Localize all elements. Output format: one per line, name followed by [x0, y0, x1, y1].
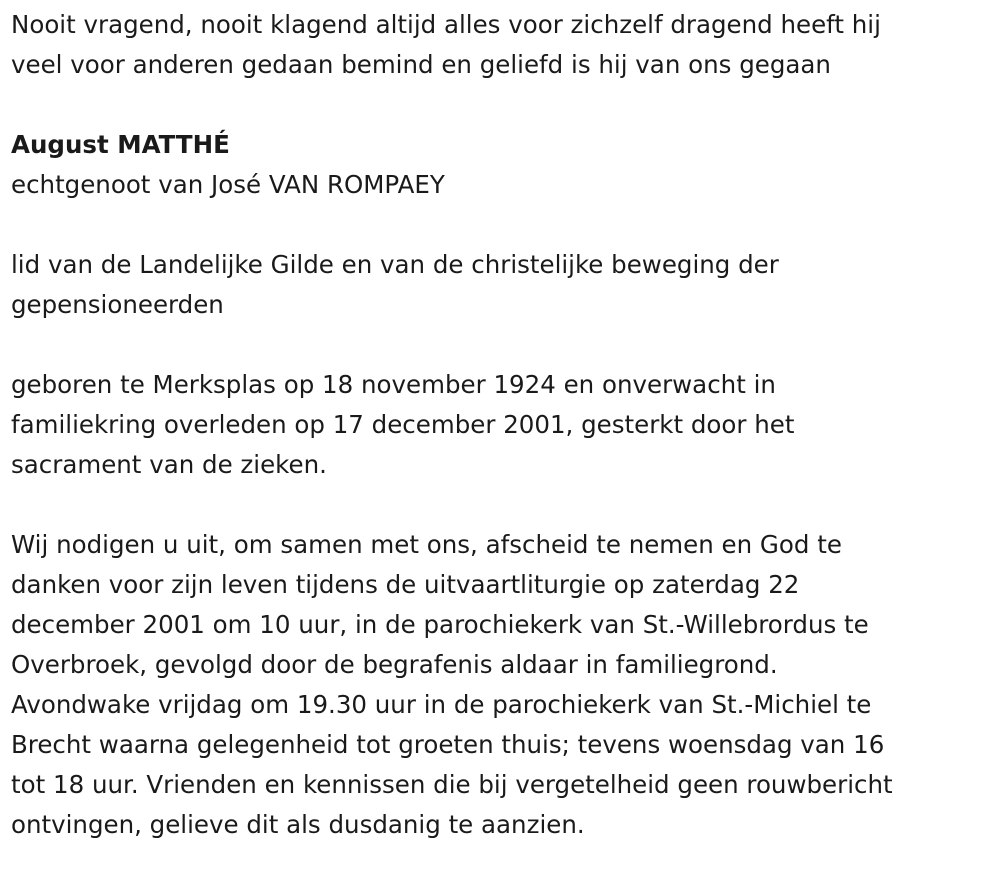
- birth-death-line: familiekring overleden op 17 december 2001, gesterkt door het: [11, 410, 795, 439]
- paragraph-spacer: [11, 85, 991, 125]
- membership-line: gepensioneerden: [11, 290, 224, 319]
- invitation-line: Brecht waarna gelegenheid tot groeten thuis; tevens woensdag van 16: [11, 730, 885, 759]
- paragraph-spacer: [11, 325, 991, 365]
- invitation-paragraph: [11, 525, 991, 845]
- invitation-line: Avondwake vrijdag om 19.30 uur in de parochiekerk van St.-Michiel te: [11, 690, 872, 719]
- motto-line: Nooit vragend, nooit klagend altijd alles voor zichzelf dragend heeft hij: [11, 10, 881, 39]
- deceased-name: August MATTHÉ: [11, 130, 230, 159]
- birth-death-paragraph: [11, 365, 991, 485]
- obituary-text: [11, 0, 991, 845]
- birth-death-line: sacrament van de zieken.: [11, 450, 327, 479]
- spouse-line: echtgenoot van José VAN ROMPAEY: [11, 170, 445, 199]
- membership-paragraph: [11, 245, 991, 325]
- paragraph-spacer: [11, 205, 991, 245]
- invitation-line: danken voor zijn leven tijdens de uitvaartliturgie op zaterdag 22: [11, 570, 800, 599]
- invitation-line: Overbroek, gevolgd door de begrafenis aldaar in familiegrond.: [11, 650, 778, 679]
- membership-line: lid van de Landelijke Gilde en van de christelijke beweging der: [11, 250, 779, 279]
- invitation-line: Wij nodigen u uit, om samen met ons, afscheid te nemen en God te: [11, 530, 842, 559]
- birth-death-line: geboren te Merksplas op 18 november 1924 en onverwacht in: [11, 370, 776, 399]
- paragraph-spacer: [11, 485, 991, 525]
- invitation-line: tot 18 uur. Vrienden en kennissen die bij vergetelheid geen rouwbericht: [11, 770, 893, 799]
- motto-line: veel voor anderen gedaan bemind en geliefd is hij van ons gegaan: [11, 50, 831, 79]
- motto-paragraph: [11, 5, 991, 85]
- deceased-paragraph: [11, 125, 991, 205]
- invitation-line: december 2001 om 10 uur, in de parochiekerk van St.-Willebrordus te: [11, 610, 869, 639]
- invitation-line: ontvingen, gelieve dit als dusdanig te aanzien.: [11, 810, 585, 839]
